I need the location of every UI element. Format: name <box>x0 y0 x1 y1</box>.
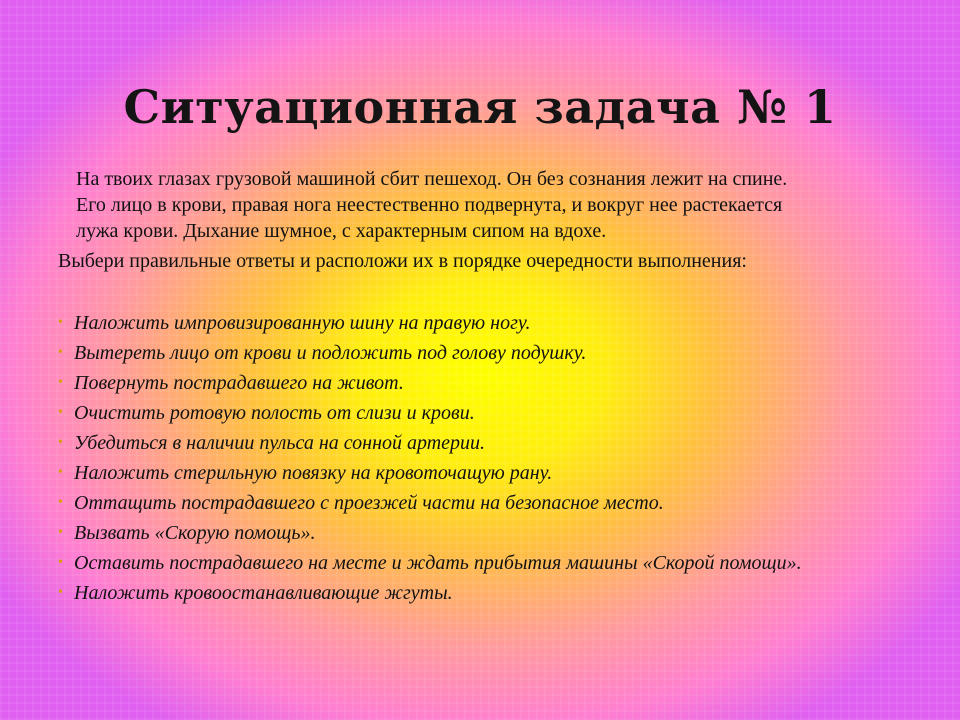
situation-line: На твоих глазах грузовой машиной сбит пешеход. Он без сознания лежит на спине. <box>76 168 788 190</box>
bullet-icon: • <box>58 495 63 510</box>
answer-option-text: Наложить импровизированную шину на правую ногу. <box>74 312 531 334</box>
answer-option <box>58 368 928 398</box>
bullet-icon: • <box>58 375 63 390</box>
answer-option-text: Вытереть лицо от крови и подложить под голову подушку. <box>74 342 587 364</box>
situation-text <box>76 166 906 244</box>
bullet-icon: • <box>58 435 63 450</box>
bullet-icon: • <box>58 585 63 600</box>
bullet-icon: • <box>58 555 63 570</box>
answer-option <box>58 458 928 488</box>
situation-line: Его лицо в крови, правая нога неестественно подвернута, и вокруг нее растекается <box>76 194 783 216</box>
bullet-icon: • <box>58 345 63 360</box>
answer-option <box>58 488 928 518</box>
bullet-icon: • <box>58 405 63 420</box>
answer-option-text: Вызвать «Скорую помощь». <box>74 522 316 544</box>
answer-option <box>58 338 928 368</box>
answer-option-text: Очистить ротовую полость от слизи и крови. <box>74 402 475 424</box>
answer-option-text: Повернуть пострадавшего на живот. <box>74 372 404 394</box>
answer-option-text: Оставить пострадавшего на месте и ждать прибытия машины «Скорой помощи». <box>74 552 802 574</box>
answer-option-text: Наложить стерильную повязку на кровоточащую рану. <box>74 462 553 484</box>
answer-option <box>58 398 928 428</box>
answer-option <box>58 548 928 578</box>
bullet-icon: • <box>58 525 63 540</box>
answer-option <box>58 518 928 548</box>
answer-option <box>58 428 928 458</box>
answer-options-list <box>58 308 928 608</box>
answer-option-text: Убедиться в наличии пульса на сонной артерии. <box>74 432 486 454</box>
slide-title: Ситуационная задача № 1 <box>123 80 837 134</box>
bullet-icon: • <box>58 315 63 330</box>
instruction-text: Выбери правильные ответы и расположи их в порядке очередности выполнения: <box>58 250 747 272</box>
answer-option-text: Оттащить пострадавшего с проезжей части на безопасное место. <box>74 492 664 514</box>
situation-line: лужа крови. Дыхание шумное, с характерным сипом на вдохе. <box>76 220 607 242</box>
answer-option <box>58 308 928 338</box>
answer-option-text: Наложить кровоостанавливающие жгуты. <box>74 582 453 604</box>
answer-option <box>58 578 928 608</box>
bullet-icon: • <box>58 465 63 480</box>
